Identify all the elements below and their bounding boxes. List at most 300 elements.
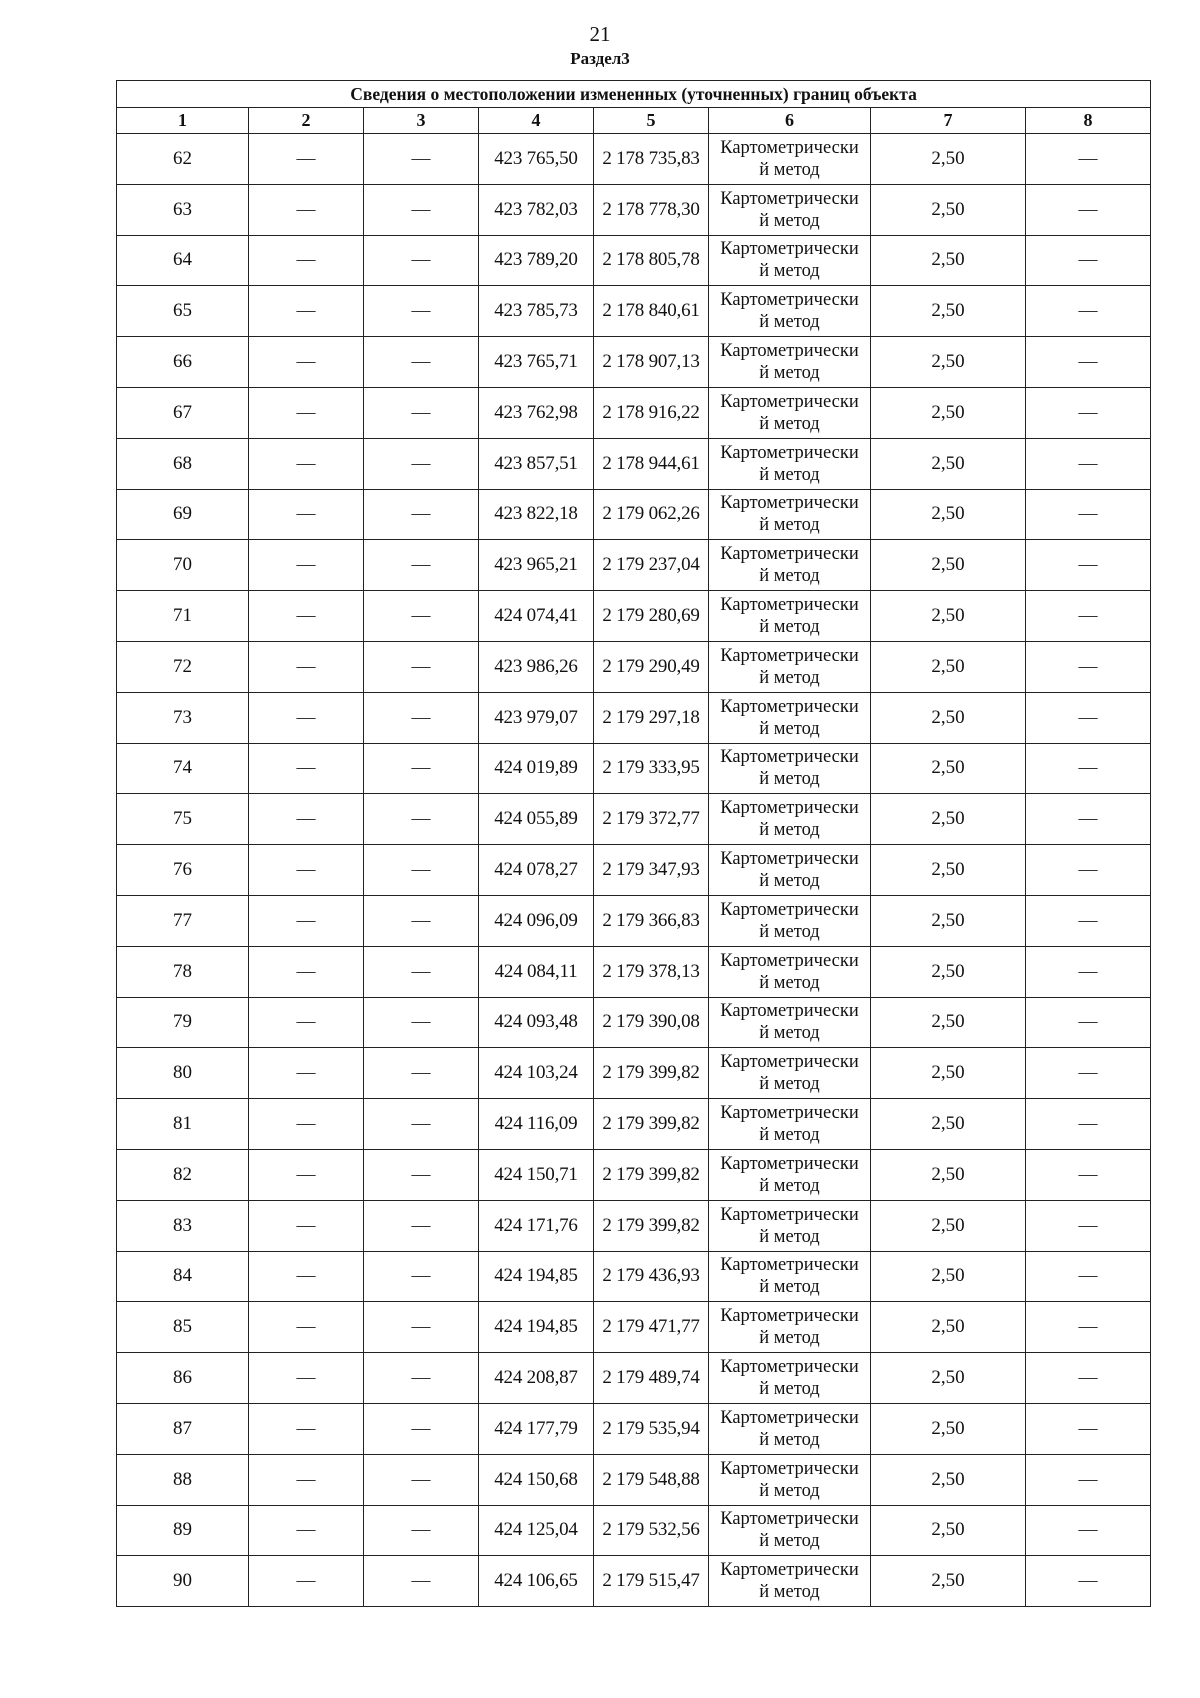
col3-cell: — [364, 1556, 479, 1607]
method-text-line2: й метод [759, 769, 820, 790]
col8-cell: — [1026, 1302, 1151, 1353]
col3-cell: — [364, 794, 479, 845]
x-coordinate-cell: 423 822,18 [479, 489, 594, 540]
point-number-cell: 81 [117, 1099, 249, 1150]
method-text-line1: Картометрически [720, 696, 859, 717]
method-text-line2: й метод [759, 1480, 820, 1501]
col8-cell: — [1026, 1251, 1151, 1302]
col2-cell: — [249, 489, 364, 540]
column-header-1: 1 [117, 108, 249, 134]
method-cell [709, 1048, 871, 1099]
method-text-line1: Картометрически [720, 1509, 859, 1530]
col2-cell: — [249, 1149, 364, 1200]
col3-cell: — [364, 235, 479, 286]
x-coordinate-cell: 423 965,21 [479, 540, 594, 591]
method-text-line2: й метод [759, 1175, 820, 1196]
method-text-line2: й метод [759, 1379, 820, 1400]
col8-cell: — [1026, 489, 1151, 540]
method-text-line2: й метод [759, 312, 820, 333]
col2-cell: — [249, 134, 364, 185]
col3-cell: — [364, 1353, 479, 1404]
table-row [117, 1505, 1151, 1556]
x-coordinate-cell: 423 765,71 [479, 337, 594, 388]
col2-cell: — [249, 337, 364, 388]
col3-cell: — [364, 692, 479, 743]
col3-cell: — [364, 540, 479, 591]
col8-cell: — [1026, 235, 1151, 286]
col3-cell: — [364, 286, 479, 337]
method-text-line2: й метод [759, 820, 820, 841]
y-coordinate-cell: 2 179 436,93 [594, 1251, 709, 1302]
x-coordinate-cell: 424 125,04 [479, 1505, 594, 1556]
point-number-cell: 89 [117, 1505, 249, 1556]
table-row [117, 895, 1151, 946]
y-coordinate-cell: 2 178 735,83 [594, 134, 709, 185]
col3-cell: — [364, 1099, 479, 1150]
accuracy-cell: 2,50 [871, 641, 1026, 692]
method-cell [709, 1353, 871, 1404]
x-coordinate-cell: 424 055,89 [479, 794, 594, 845]
method-cell [709, 134, 871, 185]
table-caption-row [117, 81, 1151, 108]
method-cell [709, 1302, 871, 1353]
y-coordinate-cell: 2 179 399,82 [594, 1048, 709, 1099]
method-text-line2: й метод [759, 363, 820, 384]
col3-cell: — [364, 1302, 479, 1353]
point-number-cell: 85 [117, 1302, 249, 1353]
col3-cell: — [364, 1048, 479, 1099]
x-coordinate-cell: 424 093,48 [479, 997, 594, 1048]
point-number-cell: 86 [117, 1353, 249, 1404]
x-coordinate-cell: 424 208,87 [479, 1353, 594, 1404]
table-row [117, 387, 1151, 438]
col2-cell: — [249, 946, 364, 997]
y-coordinate-cell: 2 179 515,47 [594, 1556, 709, 1607]
y-coordinate-cell: 2 179 372,77 [594, 794, 709, 845]
accuracy-cell: 2,50 [871, 845, 1026, 896]
x-coordinate-cell: 424 106,65 [479, 1556, 594, 1607]
col3-cell: — [364, 1505, 479, 1556]
point-number-cell: 79 [117, 997, 249, 1048]
x-coordinate-cell: 424 084,11 [479, 946, 594, 997]
x-coordinate-cell: 423 979,07 [479, 692, 594, 743]
method-cell [709, 1505, 871, 1556]
col2-cell: — [249, 540, 364, 591]
y-coordinate-cell: 2 179 297,18 [594, 692, 709, 743]
method-text-line1: Картометрически [720, 645, 859, 666]
col3-cell: — [364, 743, 479, 794]
method-cell [709, 235, 871, 286]
y-coordinate-cell: 2 179 390,08 [594, 997, 709, 1048]
col8-cell: — [1026, 1200, 1151, 1251]
table-row [117, 845, 1151, 896]
table-row [117, 1353, 1151, 1404]
table-row [117, 337, 1151, 388]
col8-cell: — [1026, 387, 1151, 438]
col8-cell: — [1026, 692, 1151, 743]
point-number-cell: 65 [117, 286, 249, 337]
point-number-cell: 76 [117, 845, 249, 896]
x-coordinate-cell: 424 096,09 [479, 895, 594, 946]
point-number-cell: 78 [117, 946, 249, 997]
table-body [117, 134, 1151, 1607]
x-coordinate-cell: 424 171,76 [479, 1200, 594, 1251]
method-cell [709, 997, 871, 1048]
accuracy-cell: 2,50 [871, 1302, 1026, 1353]
accuracy-cell: 2,50 [871, 286, 1026, 337]
x-coordinate-cell: 423 765,50 [479, 134, 594, 185]
col3-cell: — [364, 489, 479, 540]
method-cell [709, 337, 871, 388]
col8-cell: — [1026, 1353, 1151, 1404]
page-number: 21 [589, 22, 611, 46]
col2-cell: — [249, 895, 364, 946]
method-text-line1: Картометрически [720, 1153, 859, 1174]
col3-cell: — [364, 845, 479, 896]
col8-cell: — [1026, 337, 1151, 388]
col3-cell: — [364, 1200, 479, 1251]
col2-cell: — [249, 1251, 364, 1302]
table-row [117, 591, 1151, 642]
col3-cell: — [364, 1149, 479, 1200]
method-cell [709, 794, 871, 845]
col2-cell: — [249, 794, 364, 845]
method-text-line2: й метод [759, 464, 820, 485]
table-row [117, 184, 1151, 235]
table-row [117, 540, 1151, 591]
column-header-7: 7 [871, 108, 1026, 134]
point-number-cell: 63 [117, 184, 249, 235]
point-number-cell: 84 [117, 1251, 249, 1302]
column-header-2: 2 [249, 108, 364, 134]
table-row [117, 997, 1151, 1048]
col8-cell: — [1026, 1099, 1151, 1150]
y-coordinate-cell: 2 179 290,49 [594, 641, 709, 692]
col2-cell: — [249, 641, 364, 692]
accuracy-cell: 2,50 [871, 1403, 1026, 1454]
method-cell [709, 1403, 871, 1454]
table-row [117, 1200, 1151, 1251]
accuracy-cell: 2,50 [871, 1505, 1026, 1556]
table-row [117, 1149, 1151, 1200]
method-text-line2: й метод [759, 1429, 820, 1450]
col8-cell: — [1026, 641, 1151, 692]
col8-cell: — [1026, 438, 1151, 489]
x-coordinate-cell: 424 150,71 [479, 1149, 594, 1200]
method-text-line1: Картометрически [720, 544, 859, 565]
y-coordinate-cell: 2 179 062,26 [594, 489, 709, 540]
method-text-line1: Картометрически [720, 1204, 859, 1225]
method-text-line2: й метод [759, 1328, 820, 1349]
y-coordinate-cell: 2 178 944,61 [594, 438, 709, 489]
col2-cell: — [249, 845, 364, 896]
method-text-line2: й метод [759, 1582, 820, 1603]
accuracy-cell: 2,50 [871, 1149, 1026, 1200]
method-text-line2: й метод [759, 566, 820, 587]
col2-cell: — [249, 1556, 364, 1607]
table-row [117, 743, 1151, 794]
method-cell [709, 845, 871, 896]
col2-cell: — [249, 1505, 364, 1556]
accuracy-cell: 2,50 [871, 794, 1026, 845]
point-number-cell: 77 [117, 895, 249, 946]
method-text-line1: Картометрически [720, 1052, 859, 1073]
y-coordinate-cell: 2 179 489,74 [594, 1353, 709, 1404]
section-title: Раздел3 [570, 49, 630, 68]
col8-cell: — [1026, 1048, 1151, 1099]
col8-cell: — [1026, 743, 1151, 794]
method-text-line1: Картометрически [720, 1255, 859, 1276]
point-number-cell: 75 [117, 794, 249, 845]
col3-cell: — [364, 438, 479, 489]
method-text-line1: Картометрически [720, 595, 859, 616]
col8-cell: — [1026, 184, 1151, 235]
col2-cell: — [249, 997, 364, 1048]
method-text-line2: й метод [759, 413, 820, 434]
point-number-cell: 82 [117, 1149, 249, 1200]
method-text-line1: Картометрически [720, 849, 859, 870]
x-coordinate-cell: 424 116,09 [479, 1099, 594, 1150]
point-number-cell: 83 [117, 1200, 249, 1251]
method-cell [709, 1556, 871, 1607]
col2-cell: — [249, 1302, 364, 1353]
method-cell [709, 540, 871, 591]
method-text-line1: Картометрически [720, 290, 859, 311]
method-text-line2: й метод [759, 921, 820, 942]
col8-cell: — [1026, 134, 1151, 185]
x-coordinate-cell: 423 762,98 [479, 387, 594, 438]
col2-cell: — [249, 1353, 364, 1404]
y-coordinate-cell: 2 179 471,77 [594, 1302, 709, 1353]
table-row [117, 641, 1151, 692]
y-coordinate-cell: 2 179 399,82 [594, 1200, 709, 1251]
point-number-cell: 74 [117, 743, 249, 794]
point-number-cell: 72 [117, 641, 249, 692]
x-coordinate-cell: 423 785,73 [479, 286, 594, 337]
point-number-cell: 87 [117, 1403, 249, 1454]
col2-cell: — [249, 1454, 364, 1505]
col3-cell: — [364, 337, 479, 388]
method-text-line1: Картометрически [720, 341, 859, 362]
col8-cell: — [1026, 286, 1151, 337]
point-number-cell: 88 [117, 1454, 249, 1505]
accuracy-cell: 2,50 [871, 387, 1026, 438]
y-coordinate-cell: 2 179 399,82 [594, 1099, 709, 1150]
accuracy-cell: 2,50 [871, 946, 1026, 997]
method-text-line2: й метод [759, 1226, 820, 1247]
accuracy-cell: 2,50 [871, 692, 1026, 743]
col2-cell: — [249, 1200, 364, 1251]
method-cell [709, 387, 871, 438]
point-number-cell: 64 [117, 235, 249, 286]
point-number-cell: 70 [117, 540, 249, 591]
col2-cell: — [249, 591, 364, 642]
column-header-8: 8 [1026, 108, 1151, 134]
y-coordinate-cell: 2 178 916,22 [594, 387, 709, 438]
col8-cell: — [1026, 1454, 1151, 1505]
accuracy-cell: 2,50 [871, 1353, 1026, 1404]
accuracy-cell: 2,50 [871, 438, 1026, 489]
table-row [117, 438, 1151, 489]
y-coordinate-cell: 2 179 548,88 [594, 1454, 709, 1505]
method-text-line1: Картометрически [720, 493, 859, 514]
col8-cell: — [1026, 845, 1151, 896]
x-coordinate-cell: 423 986,26 [479, 641, 594, 692]
x-coordinate-cell: 423 857,51 [479, 438, 594, 489]
x-coordinate-cell: 424 078,27 [479, 845, 594, 896]
accuracy-cell: 2,50 [871, 591, 1026, 642]
method-cell [709, 438, 871, 489]
method-cell [709, 1149, 871, 1200]
table-row [117, 235, 1151, 286]
method-text-line2: й метод [759, 1023, 820, 1044]
y-coordinate-cell: 2 179 532,56 [594, 1505, 709, 1556]
accuracy-cell: 2,50 [871, 184, 1026, 235]
col2-cell: — [249, 743, 364, 794]
method-cell [709, 946, 871, 997]
method-text-line1: Картометрически [720, 137, 859, 158]
x-coordinate-cell: 424 074,41 [479, 591, 594, 642]
col3-cell: — [364, 946, 479, 997]
method-cell [709, 591, 871, 642]
method-text-line1: Картометрически [720, 1458, 859, 1479]
y-coordinate-cell: 2 179 333,95 [594, 743, 709, 794]
y-coordinate-cell: 2 178 805,78 [594, 235, 709, 286]
x-coordinate-cell: 424 150,68 [479, 1454, 594, 1505]
method-text-line1: Картометрически [720, 1560, 859, 1581]
col8-cell: — [1026, 591, 1151, 642]
method-text-line2: й метод [759, 871, 820, 892]
col8-cell: — [1026, 1505, 1151, 1556]
col8-cell: — [1026, 997, 1151, 1048]
table-row [117, 946, 1151, 997]
table-row [117, 1251, 1151, 1302]
table-row [117, 1403, 1151, 1454]
col2-cell: — [249, 692, 364, 743]
table-row [117, 134, 1151, 185]
point-number-cell: 80 [117, 1048, 249, 1099]
column-header-3: 3 [364, 108, 479, 134]
method-text-line2: й метод [759, 1531, 820, 1552]
accuracy-cell: 2,50 [871, 235, 1026, 286]
accuracy-cell: 2,50 [871, 1099, 1026, 1150]
method-cell [709, 1200, 871, 1251]
method-text-line2: й метод [759, 515, 820, 536]
accuracy-cell: 2,50 [871, 1048, 1026, 1099]
point-number-cell: 90 [117, 1556, 249, 1607]
method-text-line2: й метод [759, 1125, 820, 1146]
column-header-4: 4 [479, 108, 594, 134]
method-text-line2: й метод [759, 1074, 820, 1095]
table-row [117, 1302, 1151, 1353]
y-coordinate-cell: 2 179 366,83 [594, 895, 709, 946]
point-number-cell: 68 [117, 438, 249, 489]
method-text-line1: Картометрически [720, 188, 859, 209]
method-cell [709, 895, 871, 946]
x-coordinate-cell: 423 782,03 [479, 184, 594, 235]
y-coordinate-cell: 2 178 840,61 [594, 286, 709, 337]
col8-cell: — [1026, 1403, 1151, 1454]
method-text-line1: Картометрически [720, 798, 859, 819]
method-text-line1: Картометрически [720, 1103, 859, 1124]
col3-cell: — [364, 591, 479, 642]
method-text-line1: Картометрически [720, 1001, 859, 1022]
method-text-line1: Картометрически [720, 747, 859, 768]
table-row [117, 692, 1151, 743]
x-coordinate-cell: 424 194,85 [479, 1251, 594, 1302]
col2-cell: — [249, 438, 364, 489]
col3-cell: — [364, 997, 479, 1048]
col3-cell: — [364, 1251, 479, 1302]
col8-cell: — [1026, 794, 1151, 845]
point-number-cell: 69 [117, 489, 249, 540]
method-cell [709, 286, 871, 337]
accuracy-cell: 2,50 [871, 134, 1026, 185]
method-text-line1: Картометрически [720, 1306, 859, 1327]
method-cell [709, 641, 871, 692]
table-caption: Сведения о местоположении измененных (уточненных) границ объекта [117, 81, 1151, 108]
y-coordinate-cell: 2 179 347,93 [594, 845, 709, 896]
method-cell [709, 692, 871, 743]
method-text-line2: й метод [759, 718, 820, 739]
y-coordinate-cell: 2 179 378,13 [594, 946, 709, 997]
col2-cell: — [249, 235, 364, 286]
column-header-6: 6 [709, 108, 871, 134]
method-text-line2: й метод [759, 210, 820, 231]
method-text-line2: й метод [759, 617, 820, 638]
method-text-line2: й метод [759, 1277, 820, 1298]
method-text-line2: й метод [759, 261, 820, 282]
method-cell [709, 743, 871, 794]
y-coordinate-cell: 2 178 907,13 [594, 337, 709, 388]
method-cell [709, 184, 871, 235]
method-text-line1: Картометрически [720, 442, 859, 463]
method-text-line1: Картометрически [720, 1357, 859, 1378]
col2-cell: — [249, 1048, 364, 1099]
method-text-line2: й метод [759, 667, 820, 688]
col8-cell: — [1026, 540, 1151, 591]
y-coordinate-cell: 2 178 778,30 [594, 184, 709, 235]
table-row [117, 489, 1151, 540]
method-text-line2: й метод [759, 159, 820, 180]
col3-cell: — [364, 895, 479, 946]
point-number-cell: 71 [117, 591, 249, 642]
y-coordinate-cell: 2 179 237,04 [594, 540, 709, 591]
method-text-line1: Картометрически [720, 239, 859, 260]
accuracy-cell: 2,50 [871, 895, 1026, 946]
point-number-cell: 66 [117, 337, 249, 388]
accuracy-cell: 2,50 [871, 337, 1026, 388]
col8-cell: — [1026, 1556, 1151, 1607]
col2-cell: — [249, 184, 364, 235]
accuracy-cell: 2,50 [871, 1251, 1026, 1302]
table-row [117, 286, 1151, 337]
column-header-5: 5 [594, 108, 709, 134]
x-coordinate-cell: 424 194,85 [479, 1302, 594, 1353]
point-number-cell: 67 [117, 387, 249, 438]
col3-cell: — [364, 641, 479, 692]
method-text-line2: й метод [759, 972, 820, 993]
accuracy-cell: 2,50 [871, 1556, 1026, 1607]
y-coordinate-cell: 2 179 280,69 [594, 591, 709, 642]
table-row [117, 1556, 1151, 1607]
table-row [117, 794, 1151, 845]
table-row [117, 1048, 1151, 1099]
x-coordinate-cell: 424 019,89 [479, 743, 594, 794]
col3-cell: — [364, 184, 479, 235]
col8-cell: — [1026, 1149, 1151, 1200]
method-cell [709, 1251, 871, 1302]
